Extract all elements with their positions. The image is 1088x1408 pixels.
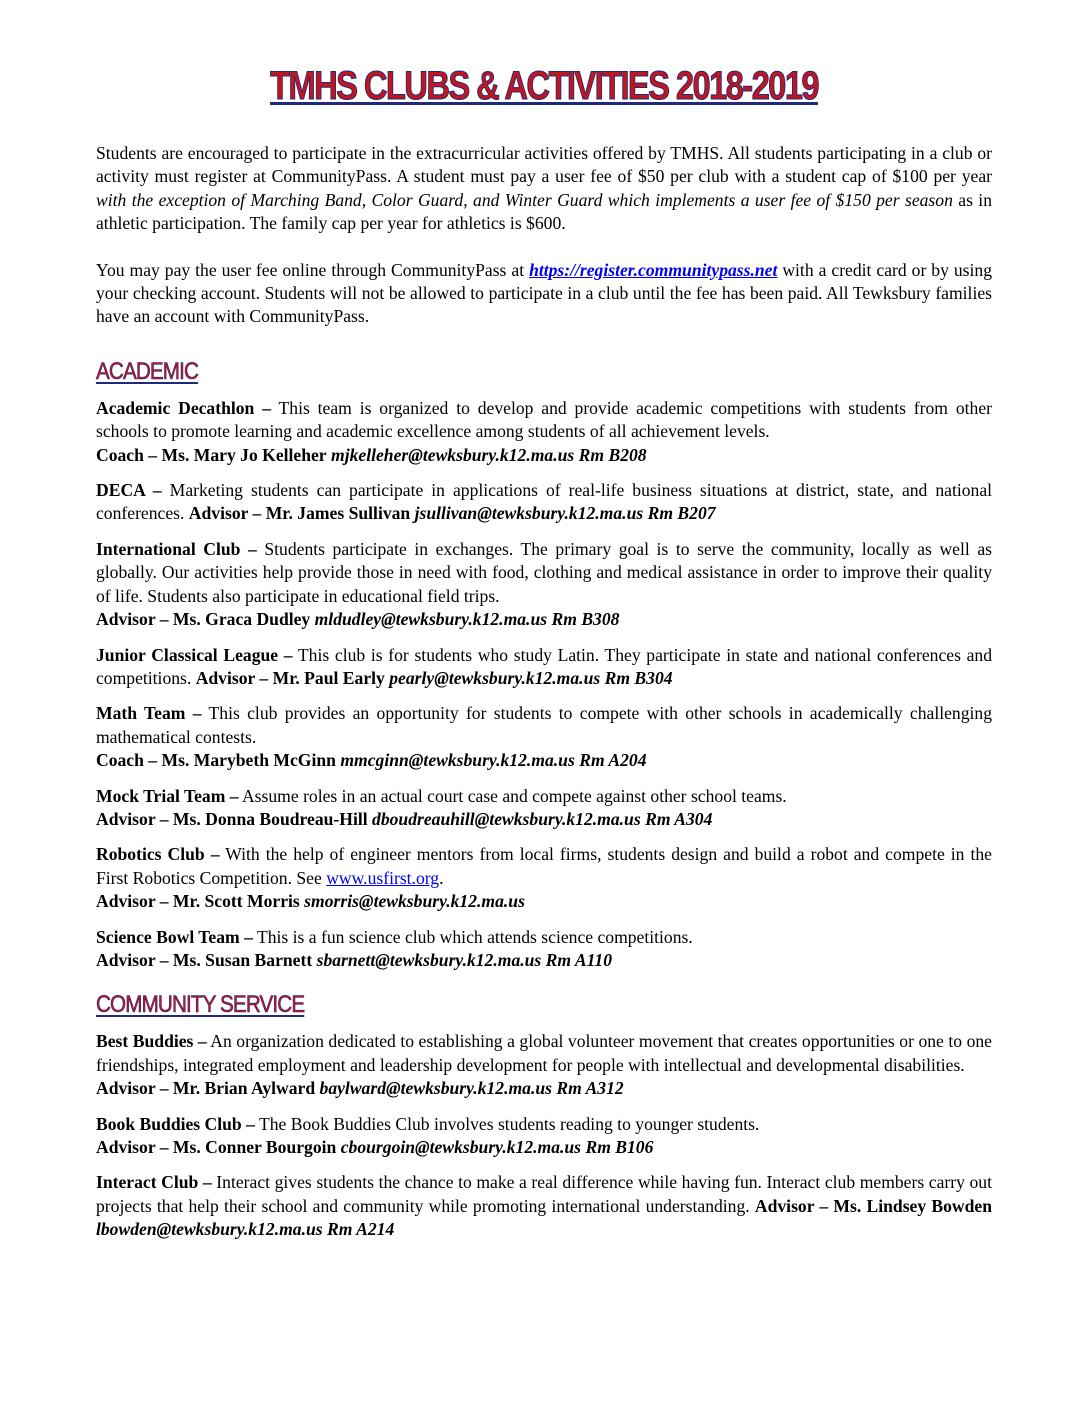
club-name: Junior Classical League – bbox=[96, 644, 293, 665]
club-description: Interact gives students the chance to make a real difference while having fun. Interact club members carry out projects that help their school and community while promoting international understanding. bbox=[96, 1172, 992, 1216]
club-contact: Coach – Ms. Marybeth McGinn bbox=[96, 750, 336, 771]
intro-text: with a credit card or by using your checking account. Students will not be allowed to participate in a club until the fee has been paid. All Tewksbury families have an account with CommunityPass. bbox=[96, 259, 992, 327]
section-heading-academic: ACADEMIC bbox=[96, 357, 199, 385]
club-email: baylward@tewksbury.k12.ma.us bbox=[319, 1078, 552, 1099]
club-email: jsullivan@tewksbury.k12.ma.us bbox=[414, 503, 644, 524]
club-email: cbourgoin@tewksbury.k12.ma.us bbox=[340, 1137, 582, 1157]
club-description: Assume roles in an actual court case and compete against other school teams. bbox=[238, 785, 787, 806]
club-room: Rm A304 bbox=[645, 808, 713, 829]
club-room: Rm B208 bbox=[578, 444, 647, 465]
intro-italic-text: with the exception of Marching Band, Color Guard, and Winter Guard which implements a user fee of $150 per season bbox=[96, 189, 953, 210]
club-email: dboudreauhill@tewksbury.k12.ma.us bbox=[372, 808, 641, 829]
intro-paragraph-1 bbox=[96, 142, 992, 236]
page-title: TMHS CLUBS & ACTIVITIES 2018-2019 bbox=[270, 64, 818, 108]
communitypass-link[interactable]: https://register.communitypass.net bbox=[529, 259, 778, 280]
club-room: Rm A110 bbox=[545, 949, 612, 970]
club-description: An organization dedicated to establishing a global volunteer movement that creates opportunities or one to one friendships, integrated employment and leadership development for people with intellectual and developmental disabilities. bbox=[96, 1031, 992, 1075]
club-description: This team is organized to develop and provide academic competitions with students from other schools to promote learning and academic excellence among students of all achievement levels. bbox=[96, 397, 992, 442]
club-room: Rm A204 bbox=[579, 750, 647, 771]
club-contact: Advisor – Ms. Conner Bourgoin bbox=[96, 1137, 337, 1157]
club-email: pearly@tewksbury.k12.ma.us bbox=[389, 667, 601, 688]
club-email: lbowden@tewksbury.k12.ma.us bbox=[96, 1219, 323, 1240]
club-entry bbox=[96, 1171, 992, 1241]
club-entry bbox=[96, 644, 992, 691]
club-description: This club provides an opportunity for students to compete with other schools in academically challenging mathematical contests. bbox=[96, 703, 992, 747]
club-room: Rm B308 bbox=[551, 609, 620, 630]
club-entry bbox=[96, 1030, 992, 1100]
club-name: Book Buddies Club – bbox=[96, 1113, 255, 1134]
intro-text: You may pay the user fee online through CommunityPass at bbox=[96, 259, 530, 280]
club-entry bbox=[96, 926, 992, 973]
club-room: Rm B207 bbox=[647, 503, 716, 524]
club-name: Science Bowl Team – bbox=[96, 926, 253, 947]
club-name: Best Buddies – bbox=[96, 1031, 207, 1052]
club-name: Robotics Club – bbox=[96, 844, 220, 865]
club-contact: Advisor – Ms. Lindsey Bowden bbox=[754, 1195, 992, 1216]
club-email: mjkelleher@tewksbury.k12.ma.us bbox=[331, 444, 575, 465]
club-description: Students participate in exchanges. The primary goal is to serve the community, locally as well as globally. Our activities help provide those in need with food, clothing and medical assistance in order to improve their quality of life. Students also participate in educational field trips. bbox=[96, 538, 992, 606]
document-page bbox=[96, 60, 992, 1254]
club-entry bbox=[96, 785, 992, 832]
club-description: With the help of engineer mentors from local firms, students design and build a robot and compete in the First Robotics Competition. See bbox=[96, 844, 992, 888]
club-contact: Advisor – Mr. Paul Early bbox=[195, 667, 385, 688]
club-contact: Advisor – Ms. Susan Barnett bbox=[96, 949, 313, 970]
club-room: Rm B304 bbox=[604, 667, 673, 688]
club-email: mldudley@tewksbury.k12.ma.us bbox=[314, 609, 548, 630]
club-name: International Club – bbox=[96, 538, 257, 559]
club-description: This club is for students who study Latin. They participate in state and national conferences and competitions. bbox=[96, 644, 992, 688]
club-name: Math Team – bbox=[96, 703, 202, 724]
club-contact: Advisor – Mr. Scott Morris bbox=[96, 891, 300, 912]
club-contact: Advisor – Ms. Donna Boudreau-Hill bbox=[96, 808, 368, 829]
club-room: Rm A214 bbox=[327, 1219, 395, 1240]
club-contact: Coach – Ms. Mary Jo Kelleher bbox=[96, 444, 327, 465]
club-contact: Advisor – Ms. Graca Dudley bbox=[96, 609, 311, 630]
club-entry bbox=[96, 479, 992, 526]
intro-text: Students are encouraged to participate in the extracurricular activities offered by TMHS. All students participating in a club or activity must register at CommunityPass. A student must pay a user fee of $50 per club with a student cap of $100 per year bbox=[96, 143, 992, 187]
club-email: mmcginn@tewksbury.k12.ma.us bbox=[340, 750, 575, 771]
club-description: The Book Buddies Club involves students reading to younger students. bbox=[254, 1113, 760, 1134]
club-name: Interact Club – bbox=[96, 1172, 212, 1193]
club-name: DECA – bbox=[96, 480, 162, 501]
club-entry bbox=[96, 1113, 992, 1160]
club-entry bbox=[96, 538, 992, 632]
club-entry bbox=[96, 843, 992, 913]
club-entry bbox=[96, 397, 992, 467]
club-description: Marketing students can participate in applications of real-life business situations at district, state, and national conferences. bbox=[96, 480, 993, 524]
club-contact: Advisor – Mr. Brian Aylward bbox=[96, 1078, 316, 1099]
section-heading-community-service: COMMUNITY SERVICE bbox=[96, 991, 305, 1019]
club-email: smorris@tewksbury.k12.ma.us bbox=[304, 891, 525, 912]
club-email: sbarnett@tewksbury.k12.ma.us bbox=[316, 949, 542, 970]
club-description-end: . bbox=[439, 867, 444, 888]
intro-text: as in athletic participation. The family cap per year for athletics is $600. bbox=[96, 189, 992, 234]
club-contact: Advisor – Mr. James Sullivan bbox=[188, 503, 411, 524]
club-description: This is a fun science club which attends science competitions. bbox=[252, 926, 693, 947]
club-entry bbox=[96, 702, 992, 772]
club-room: Rm B106 bbox=[585, 1137, 654, 1157]
intro-paragraph-2 bbox=[96, 259, 992, 329]
club-room: Rm A312 bbox=[556, 1078, 624, 1099]
usfirst-link[interactable]: www.usfirst.org bbox=[326, 867, 440, 888]
club-name: Mock Trial Team – bbox=[96, 785, 239, 806]
club-name: Academic Decathlon – bbox=[96, 397, 271, 418]
